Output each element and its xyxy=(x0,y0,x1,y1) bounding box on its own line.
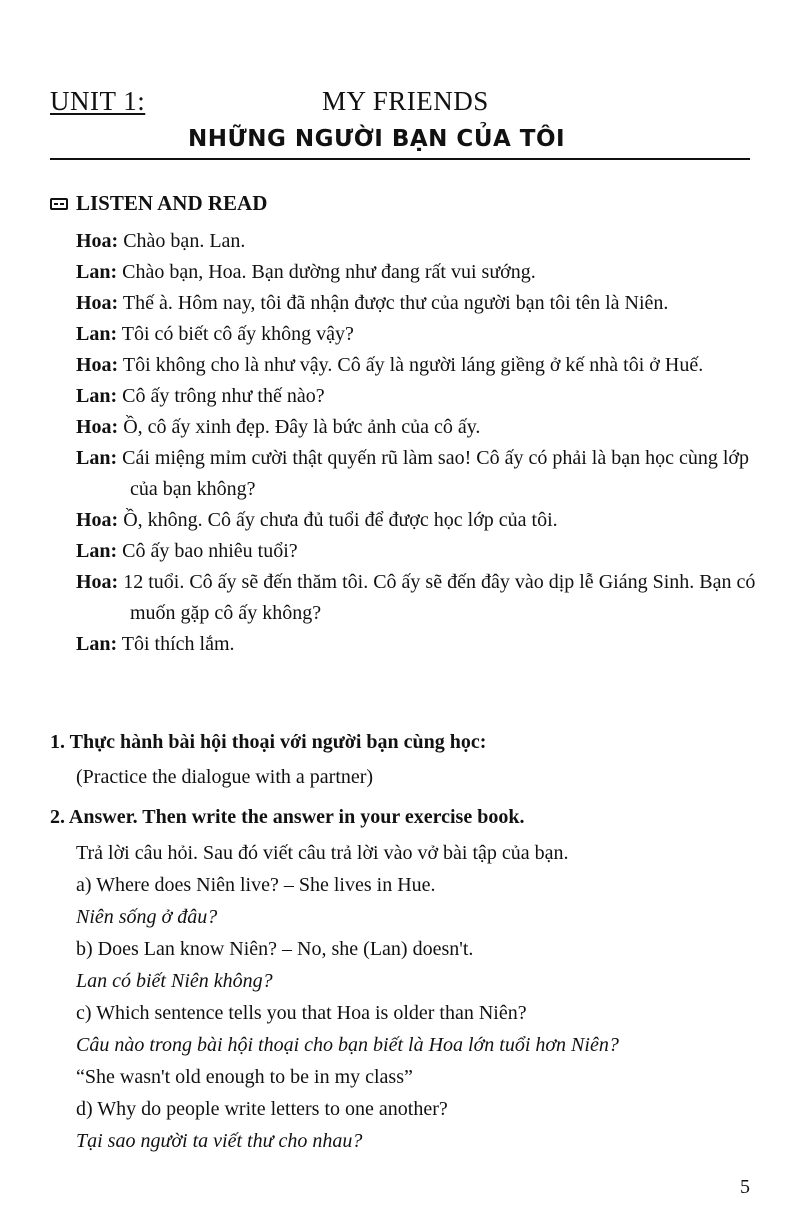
dialogue-text: 12 tuổi. Cô ấy sẽ đến thăm tôi. Cô ấy sẽ đến đây vào dịp lễ Giáng Sinh. Bạn có muốn gặp cô ấy không? xyxy=(123,571,756,624)
exercise-2-heading: 2. Answer. Then write the answer in your exercise book. xyxy=(50,806,525,828)
speaker: Hoa: xyxy=(76,292,119,314)
dialogue-text: Cô ấy trông như thế nào? xyxy=(122,385,325,407)
question-c-answer: “She wasn't old enough to be in my class” xyxy=(76,1066,413,1088)
section-heading-text: LISTEN AND READ xyxy=(76,191,268,215)
dialogue-text: Tôi thích lắm. xyxy=(121,633,235,655)
speaker: Hoa: xyxy=(76,509,119,531)
speaker: Lan: xyxy=(76,323,118,345)
question-b: b) Does Lan know Niên? – No, she (Lan) doesn't. xyxy=(76,938,474,960)
dialogue-line xyxy=(76,257,756,288)
speaker: Hoa: xyxy=(76,230,119,252)
question-d: d) Why do people write letters to one another? xyxy=(76,1098,448,1120)
speaker: Lan: xyxy=(76,633,118,655)
dialogue-line xyxy=(76,226,756,257)
question-a: a) Where does Niên live? – She lives in Hue. xyxy=(76,874,436,896)
dialogue-line xyxy=(76,381,756,412)
dialogue-text: Cái miệng mỉm cười thật quyến rũ làm sao! Cô ấy có phải là bạn học cùng lớp của bạn không? xyxy=(122,447,749,500)
question-c: c) Which sentence tells you that Hoa is older than Niên? xyxy=(76,1002,527,1024)
cassette-tape-icon xyxy=(50,198,68,210)
exercise-1-heading: 1. Thực hành bài hội thoại với người bạn cùng học: xyxy=(50,731,487,753)
dialogue-text: Tôi không cho là như vậy. Cô ấy là người láng giềng ở kế nhà tôi ở Huế. xyxy=(122,354,704,376)
question-b-translation: Lan có biết Niên không? xyxy=(76,970,273,992)
exercise-1-body xyxy=(76,761,766,793)
speaker: Hoa: xyxy=(76,416,119,438)
dialogue-text: Chào bạn, Hoa. Bạn dường như đang rất vui sướng. xyxy=(122,261,536,283)
dialogue-line xyxy=(76,288,756,319)
dialogue-line xyxy=(76,536,756,567)
unit-subtitle: NHỮNG NGƯỜI BẠN CỦA TÔI xyxy=(188,126,566,152)
dialogue-text: Thế à. Hôm nay, tôi đã nhận được thư của người bạn tôi tên là Niên. xyxy=(122,292,669,314)
speaker: Lan: xyxy=(76,385,118,407)
dialogue-text: Ồ, không. Cô ấy chưa đủ tuổi để được học lớp của tôi. xyxy=(123,509,558,531)
exercise-2-body xyxy=(76,837,766,1157)
dialogue-line xyxy=(76,629,756,660)
dialogue-text: Tôi có biết cô ấy không vậy? xyxy=(121,323,354,345)
speaker: Lan: xyxy=(76,447,118,469)
dialogue-line xyxy=(76,412,756,443)
speaker: Hoa: xyxy=(76,571,119,593)
speaker: Hoa: xyxy=(76,354,119,376)
dialogue-text: Chào bạn. Lan. xyxy=(123,230,246,252)
dialogue-line xyxy=(76,350,756,381)
dialogue-line xyxy=(76,319,756,350)
dialogue-text: Ồ, cô ấy xinh đẹp. Đây là bức ảnh của cô ấy. xyxy=(123,416,481,438)
dialogue-line xyxy=(76,567,756,629)
page-number: 5 xyxy=(740,1176,750,1198)
unit-label: UNIT 1: xyxy=(50,86,146,116)
speaker: Lan: xyxy=(76,540,118,562)
section-heading-listen-and-read xyxy=(50,191,267,216)
exercise-2-instruction: Trả lời câu hỏi. Sau đó viết câu trả lời vào vở bài tập của bạn. xyxy=(76,842,569,864)
question-a-translation: Niên sống ở đâu? xyxy=(76,906,218,928)
question-c-translation: Câu nào trong bài hội thoại cho bạn biết là Hoa lớn tuổi hơn Niên? xyxy=(76,1034,619,1056)
dialogue xyxy=(76,226,756,660)
question-d-translation: Tại sao người ta viết thư cho nhau? xyxy=(76,1130,363,1152)
unit-title: MY FRIENDS xyxy=(322,86,489,116)
speaker: Lan: xyxy=(76,261,118,283)
exercise-1-translation: (Practice the dialogue with a partner) xyxy=(76,766,374,788)
header-divider xyxy=(50,158,750,160)
dialogue-line xyxy=(76,505,756,536)
dialogue-line xyxy=(76,443,756,505)
dialogue-text: Cô ấy bao nhiêu tuổi? xyxy=(122,540,298,562)
